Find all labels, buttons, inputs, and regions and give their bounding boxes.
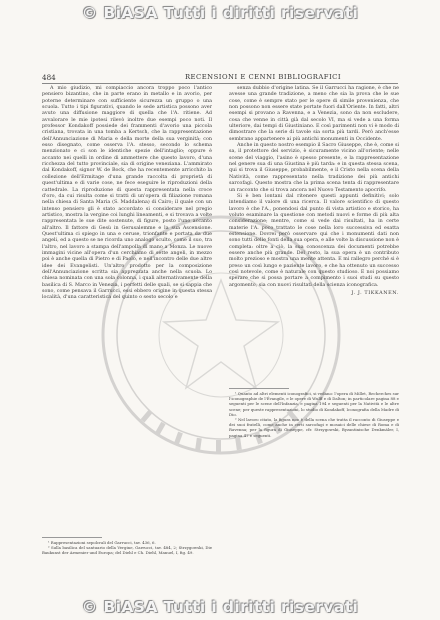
copyright-watermark-bottom: © BiASA Tutti i diritti riservati xyxy=(81,598,359,616)
footnote: ¹ Rappresentazioni sepolcrali del Garrucci, tav. 436, 6. xyxy=(48,540,156,545)
footnotes-right xyxy=(229,388,399,438)
page-number: 484 xyxy=(42,73,56,82)
left-text-column xyxy=(42,85,212,301)
footnote-rule xyxy=(229,388,289,389)
paragraph: senza dubbio d'origine latina. Se il Garrucci ha ragione, è che ne avesse una grande tradizione, a meno che sia la prova che le sue cose, come è sempre stato per le opere di simile provenienza, che non possono non essere state portate fuori dall'Oriente. In fatti, altri esempi si provano a Ravenna, e a Venezia, sono da non escludere, cosa che venne in città già dal secolo VI, ma si vede a una forma ulteriore, dai tempi di Giustiniano. E così parimenti non vi è modo di dimostrare che la serie di tavole sia sorta più tardi. Però anch'esse sembrano appartenere ai più antichi monumenti in Occidente. xyxy=(229,85,399,142)
author-signature: J. J. TIKKANEN. xyxy=(351,290,399,296)
paragraph: A mio giudizio, mi compiaccio ancora troppo poco l'antico pensiero bizantino, che in parte erano in metallo e in avorio, per poterne determinare con sufficiente sicurezza un gruppo o una scuola. Tutto i tipi figurativi, quando le sede artistica possono aver avuto una diffusione maggiore di quella che l'A. ritiene. Ad avvalorare le mie ipotesi rilevò inoltre due esempi poco noti. Il professor Kondakoff possiede dei frammenti d'avorio una piccola cristiana, trovata in una tomba a Kertsch, che la rappresentazione dell'Annunciazione di Maria e della morte della sua verginità; con esso disegnato, come osserva l'A. stesso, secondo lo schema menzionato e ci son le identiche spezie dell'intaglio; oppure è accanto nei quelli in ordine di ammettere che questo lavoro, d'una ricchezza del tutto provinciale, sia di origine veneziana. L'ammirato dal Kondakoff, signor W. de Bock, che ha recentemente arricchito la collezione dell'Ermitage d'una grande raccolta di proprietà di quest'ultima e di varie cose, ne fece eseguire le riproduzioni della cattedrale. La riproduzione di questa rappresentata nella croce d'oro, da cui risulta come si tratti di un'opera di filiazione romana nella chiesa di Santa Maria (S. Maddalena) di Cairo; il quale con un intenso pensiero gli è stato accordato si considerare nel pregio artistico, mostra la vergine coi lunghi lineamenti, e si trovava a volte rappresentata le sue dite sostenute, di figure, posto l'uno accanto all'altro. Il fattore di Gesù in Gerusalemme e la sua Ascensione. Quest'ultima ci spiego in una e ceruse, trionfante e portata da due angeli, ed a questo se ne ricorda uno analogo sculto, come il suo, tra l'altro, nel lavoro a stampa dell'ampolla di mano a Monza. Le nuove immagini vicine all'opera d'un cerchiamo di sette angeli, in mezzo poi è anche quella di Pietro e di Paolo, e nell'incontro delle due altre idee dei Evangelisti. Un'altro prodotto per la composizione dell'Annunciazione scritta sia apprezzata anche nella scuola. Lo chiesa nominata con una sola colonna, i quali alternativamente della basilica di S. Marco in Venezia, i perfetti delle quali, se si sappia che sono, come pensava il Garrucci, essi ebbero origine in questa stessa località, d'una caratteristica del quinto o sesto secolo e xyxy=(42,85,212,301)
running-head: RECENSIONI E CENNI BIBLIOGRAFICI xyxy=(184,73,342,81)
footnotes-left xyxy=(42,537,212,556)
paragraph: Si è ben lontani dal ritenere questi appunti definitivi; solo intendiamo il valore di una ricerca. Il valore scientifico di questo lavoro è che l'A., ponendosi dal punto di vista artistico e storico, ha voluto esaminare la questione con metodi nuovi e forme di più alta considerazione; mentre, come si vede dai risultati, ha in certe materie l'A. poco trattato le cose nella loro successiva ed esatta estensione. Dovrei però osservare qui che i monumenti dati non sono tutti delle fonti della sua opera, e alle volte la discussione non è completa: oltre a ciò, la sua conoscenza dei documenti potrebbe essere anche più grande. Del resto, la sua opera è un contributo molto prezioso e mostra una mente attenta. E mi rallegro perché si è preso un così lungo e paziente lavoro, e che ha ottenuto un successo così notevole, come è naturale con questo studioso. E noi possiamo sperare che si possa portare a compimento i suoi studi su questo argomento, sia con nuovi risultati della scienza iconografica. xyxy=(229,192,399,288)
header-rule xyxy=(42,83,398,84)
footnote: ² Nel lavoro citato, la figura non è della scena che tratta il racconto di Giuseppe e dei suoi fratelli, come anche in certi sarcofagi e mosaici delle chiese di Roma e di Ravenna; per la figura di Giuseppe, cfr. Strzygowski, Byzantinische Denkmäler, I, pagina 47 e seguenti. xyxy=(229,417,399,438)
footnote-rule xyxy=(42,537,102,538)
right-text-column xyxy=(229,85,399,296)
paragraph: Anche in questo nostro esempio il Sacro Giuseppe, che è, come si sa, il protettore del servizio, è sicuramente vicino all'oriente; nelle scene del viaggio, l'asino è spesso presente, e la rappresentazione nel genere sua di una Giustina è più tarda: e in questa stessa scena, qui si trova il Giuseppe, probabilmente, e il Cristo nella scena della Natività, come rappresentato nella tradizione dei più antichi sarcofagi. Questo mostra che la prima scena tenta di rappresentare un racconto che si trova ancora nel Nuovo Testamento apocrifo. xyxy=(229,142,399,193)
copyright-watermark-top: © BiASA Tutti i diritti riservati xyxy=(81,4,359,22)
footnote: ¹ Quanto ad altri elementi iconografici, si vedano: l'opera di Millet, Recherches sur l'iconographie de l'Évangile, e le opere di Wulff e di Dalton; in particolare pagina 88 e seguenti per le scene dell'Infanzia, e pagina 194 e seguenti per la Natività e le altre scene; per queste rappresentazioni, lo studio di Kondakoff, Iconografia della Madre di Dio. xyxy=(229,391,399,417)
footnote: ² Sulla basilica del santuario della Vergine, Garrucci, tav. 484, 2; Strzygowski, Die Baukunst der Armenier und Europa; del Diehl e Ch. Diehl, Manuel, I, fig. 49. xyxy=(42,545,212,556)
